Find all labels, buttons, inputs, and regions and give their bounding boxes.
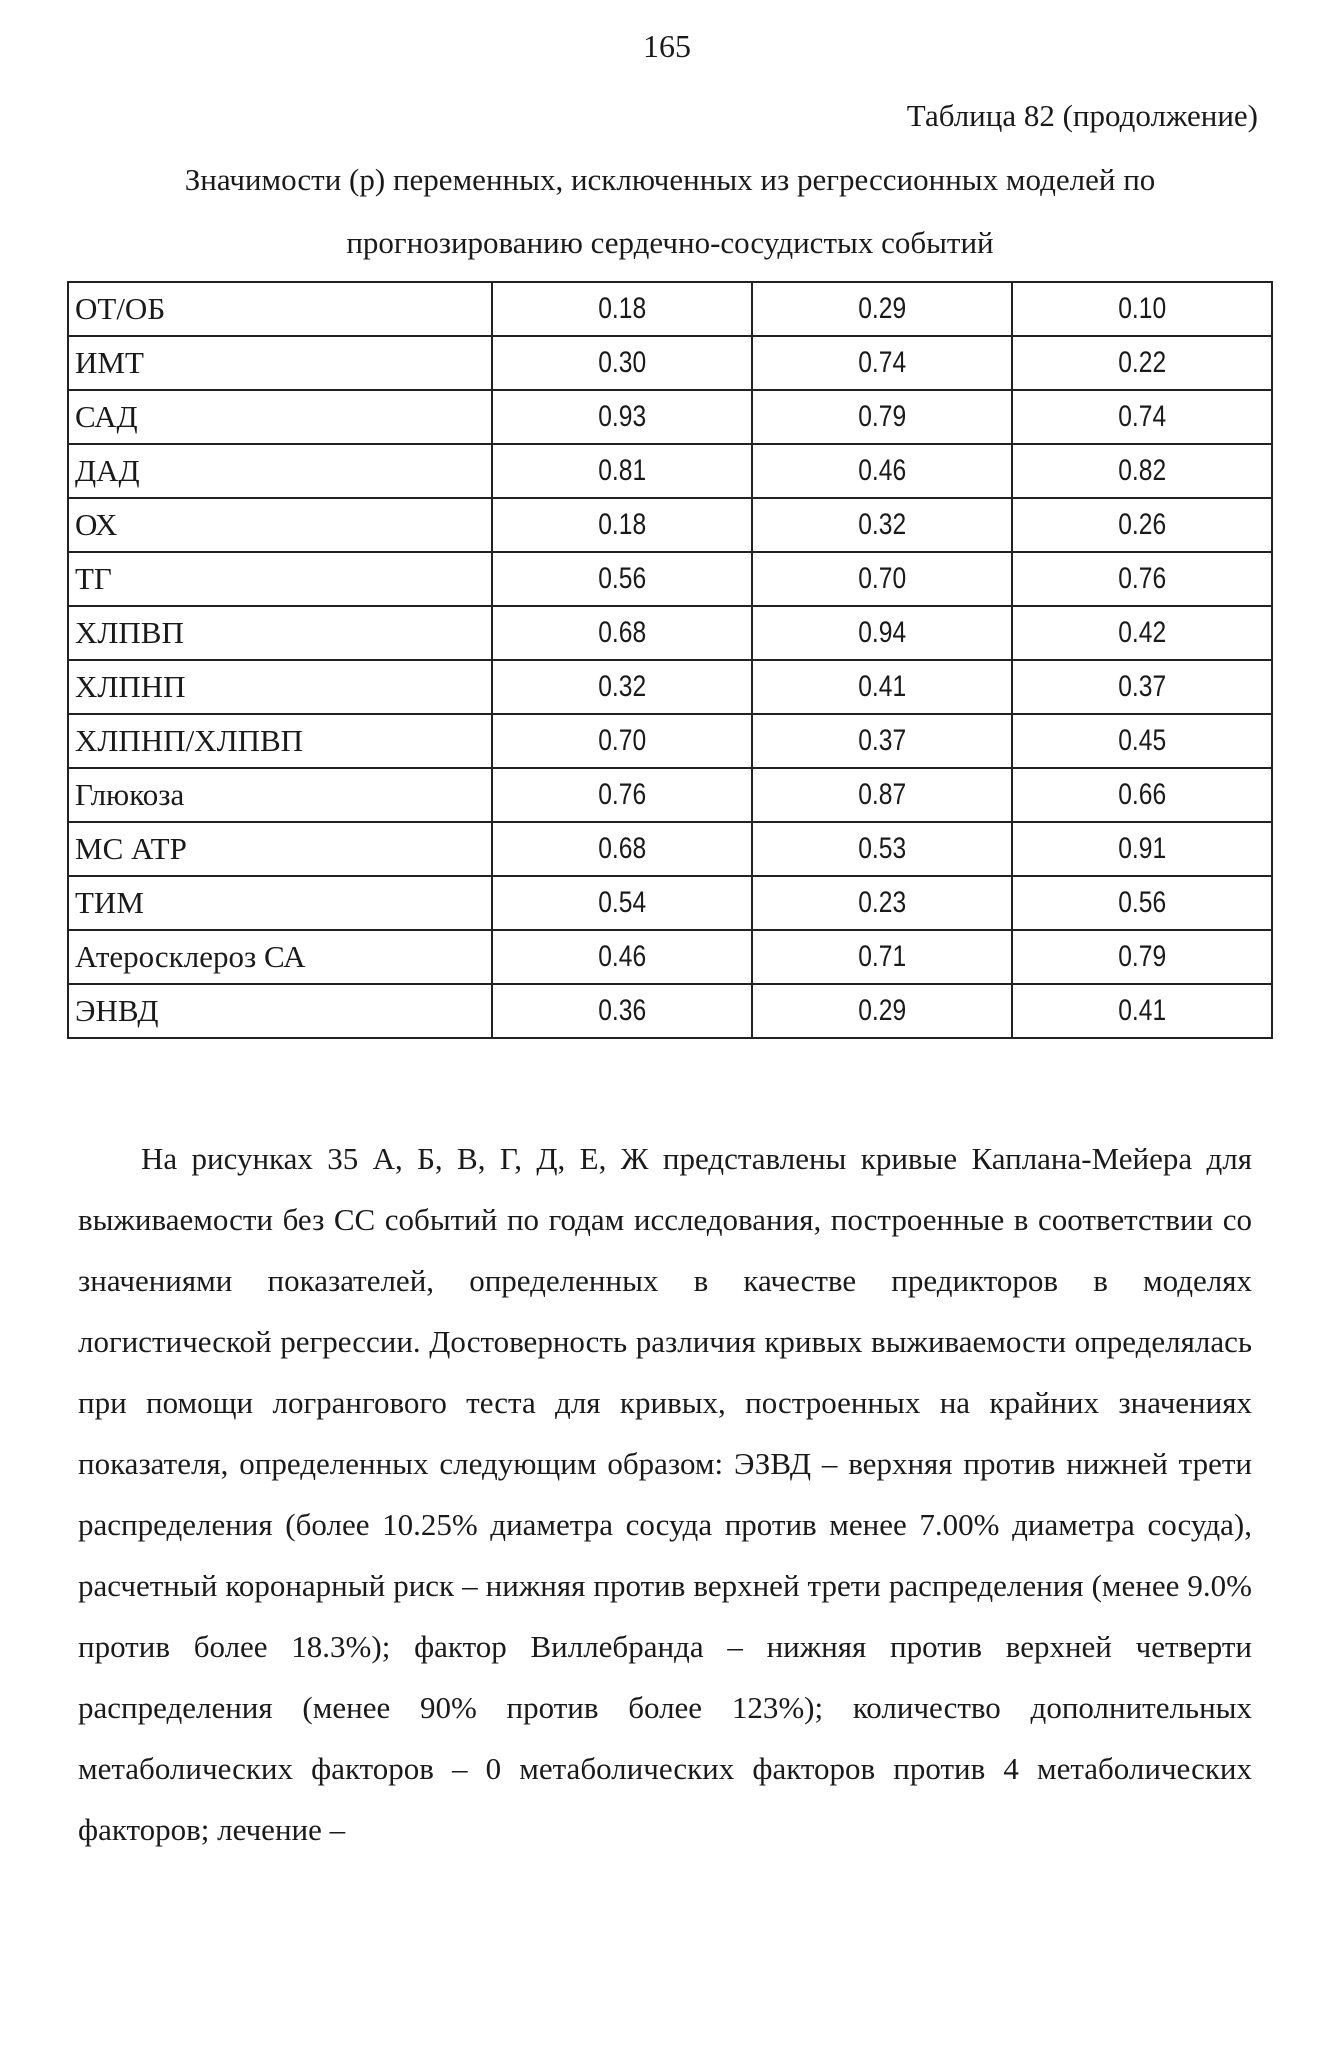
p-value-cell-3	[1012, 336, 1272, 390]
row-label: Атеросклероз СА	[68, 930, 492, 984]
p-value-cell-3	[1012, 876, 1272, 930]
p-value-cell-3	[1012, 498, 1272, 552]
p-value-cell-3	[1012, 930, 1272, 984]
p-value: 0.29	[858, 292, 906, 325]
row-label: ХЛПНП/ХЛПВП	[68, 714, 492, 768]
p-value: 0.45	[1118, 724, 1166, 757]
p-value: 0.56	[1118, 886, 1166, 919]
p-value-cell-2	[752, 336, 1012, 390]
p-value-cell-3	[1012, 984, 1272, 1038]
table-row	[68, 768, 1272, 822]
p-value-cell-1	[492, 390, 752, 444]
table-caption: Таблица 82 (продолжение)	[906, 98, 1258, 133]
row-label: Глюкоза	[68, 768, 492, 822]
p-value: 0.37	[1118, 670, 1166, 703]
p-value-cell-2	[752, 552, 1012, 606]
table-row	[68, 984, 1272, 1038]
p-value-cell-3	[1012, 660, 1272, 714]
p-value: 0.68	[598, 832, 646, 865]
p-value-cell-1	[492, 768, 752, 822]
p-value-cell-1	[492, 984, 752, 1038]
p-value-cell-2	[752, 822, 1012, 876]
row-label: ДАД	[68, 444, 492, 498]
p-value: 0.41	[858, 670, 906, 703]
p-value-cell-3	[1012, 552, 1272, 606]
p-value-cell-2	[752, 714, 1012, 768]
p-value: 0.93	[598, 400, 646, 433]
p-value-cell-1	[492, 822, 752, 876]
p-value-cell-1	[492, 930, 752, 984]
p-value-cell-2	[752, 444, 1012, 498]
p-value-cell-2	[752, 984, 1012, 1038]
p-value: 0.30	[598, 346, 646, 379]
row-label: ТИМ	[68, 876, 492, 930]
p-value: 0.46	[598, 940, 646, 973]
p-value: 0.82	[1118, 454, 1166, 487]
p-value-cell-3	[1012, 606, 1272, 660]
table-row	[68, 822, 1272, 876]
p-value: 0.76	[598, 778, 646, 811]
p-value: 0.32	[598, 670, 646, 703]
p-value: 0.74	[1118, 400, 1166, 433]
p-value: 0.18	[598, 292, 646, 325]
p-value-cell-1	[492, 444, 752, 498]
table-row	[68, 498, 1272, 552]
p-value-cell-1	[492, 552, 752, 606]
body-paragraph: На рисунках 35 А, Б, В, Г, Д, Е, Ж представлены кривые Каплана-Мейера для выживаемости без СС событий по годам исследования, построенные в соответствии со значениями показателей, определенных в качестве предикторов в моделях логистической регрессии. Достоверность различия кривых выживаемости определялась при помощи логрангового теста для кривых, построенных на крайних значениях показателя, определенных следующим образом: ЭЗВД – верхняя против нижней трети распределения (более 10.25% диаметра сосуда против менее 7.00% диаметра сосуда), расчетный коронарный риск – нижняя против верхней трети распределения (менее 9.0% против более 18.3%); фактор Виллебранда – нижняя против верхней четверти распределения (менее 90% против более 123%); количество дополнительных метаболических факторов – 0 метаболических факторов против 4 метаболических факторов; лечение –	[78, 1141, 1252, 1847]
p-value-cell-1	[492, 876, 752, 930]
p-value: 0.42	[1118, 616, 1166, 649]
table-row	[68, 930, 1272, 984]
row-label: МС АТР	[68, 822, 492, 876]
p-value-cell-3	[1012, 444, 1272, 498]
p-value-cell-2	[752, 930, 1012, 984]
p-value-cell-1	[492, 606, 752, 660]
row-label: ТГ	[68, 552, 492, 606]
p-value: 0.68	[598, 616, 646, 649]
table-row	[68, 282, 1272, 336]
row-label: САД	[68, 390, 492, 444]
p-value: 0.18	[598, 508, 646, 541]
p-value-cell-2	[752, 660, 1012, 714]
p-value-cell-3	[1012, 282, 1272, 336]
table-row	[68, 876, 1272, 930]
p-value: 0.37	[858, 724, 906, 757]
p-value-cell-1	[492, 660, 752, 714]
p-value-cell-2	[752, 282, 1012, 336]
table-title: Значимости (р) переменных, исключенных из регрессионных моделей по прогнозированию сердечно-сосудистых событий	[184, 162, 1156, 260]
p-value: 0.70	[598, 724, 646, 757]
p-value: 0.29	[858, 994, 906, 1027]
p-value: 0.46	[858, 454, 906, 487]
p-value-cell-1	[492, 714, 752, 768]
p-value: 0.87	[858, 778, 906, 811]
p-value: 0.26	[1118, 508, 1166, 541]
p-value: 0.81	[598, 454, 646, 487]
p-value: 0.79	[1118, 940, 1166, 973]
table-row	[68, 606, 1272, 660]
row-label: ОТ/ОБ	[68, 282, 492, 336]
p-value: 0.79	[858, 400, 906, 433]
p-value-cell-3	[1012, 714, 1272, 768]
table-row	[68, 660, 1272, 714]
p-value-cell-2	[752, 390, 1012, 444]
p-value-cell-2	[752, 768, 1012, 822]
p-value-cell-1	[492, 498, 752, 552]
p-value: 0.32	[858, 508, 906, 541]
p-value: 0.54	[598, 886, 646, 919]
p-value: 0.94	[858, 616, 906, 649]
p-value-cell-3	[1012, 768, 1272, 822]
row-label: ХЛПНП	[68, 660, 492, 714]
table-row	[68, 444, 1272, 498]
p-value: 0.76	[1118, 562, 1166, 595]
table-row	[68, 714, 1272, 768]
p-value: 0.41	[1118, 994, 1166, 1027]
p-value-cell-1	[492, 282, 752, 336]
p-value-cell-1	[492, 336, 752, 390]
table-body	[68, 282, 1272, 1038]
table-row	[68, 390, 1272, 444]
p-value-cell-2	[752, 876, 1012, 930]
row-label: ОХ	[68, 498, 492, 552]
p-value-cell-3	[1012, 390, 1272, 444]
p-value: 0.70	[858, 562, 906, 595]
row-label: ИМТ	[68, 336, 492, 390]
body-text	[78, 1128, 1252, 1860]
row-label: ХЛПВП	[68, 606, 492, 660]
p-value: 0.66	[1118, 778, 1166, 811]
p-value-cell-2	[752, 606, 1012, 660]
table-row	[68, 336, 1272, 390]
page-number: 165	[643, 28, 691, 64]
p-value: 0.22	[1118, 346, 1166, 379]
p-value: 0.23	[858, 886, 906, 919]
p-value: 0.91	[1118, 832, 1166, 865]
p-values-table	[67, 281, 1273, 1039]
p-value: 0.71	[858, 940, 906, 973]
p-value: 0.53	[858, 832, 906, 865]
p-value: 0.74	[858, 346, 906, 379]
p-value-cell-2	[752, 498, 1012, 552]
p-value: 0.10	[1118, 292, 1166, 325]
p-value: 0.36	[598, 994, 646, 1027]
p-value-cell-3	[1012, 822, 1272, 876]
table-row	[68, 552, 1272, 606]
p-value: 0.56	[598, 562, 646, 595]
row-label: ЭНВД	[68, 984, 492, 1038]
